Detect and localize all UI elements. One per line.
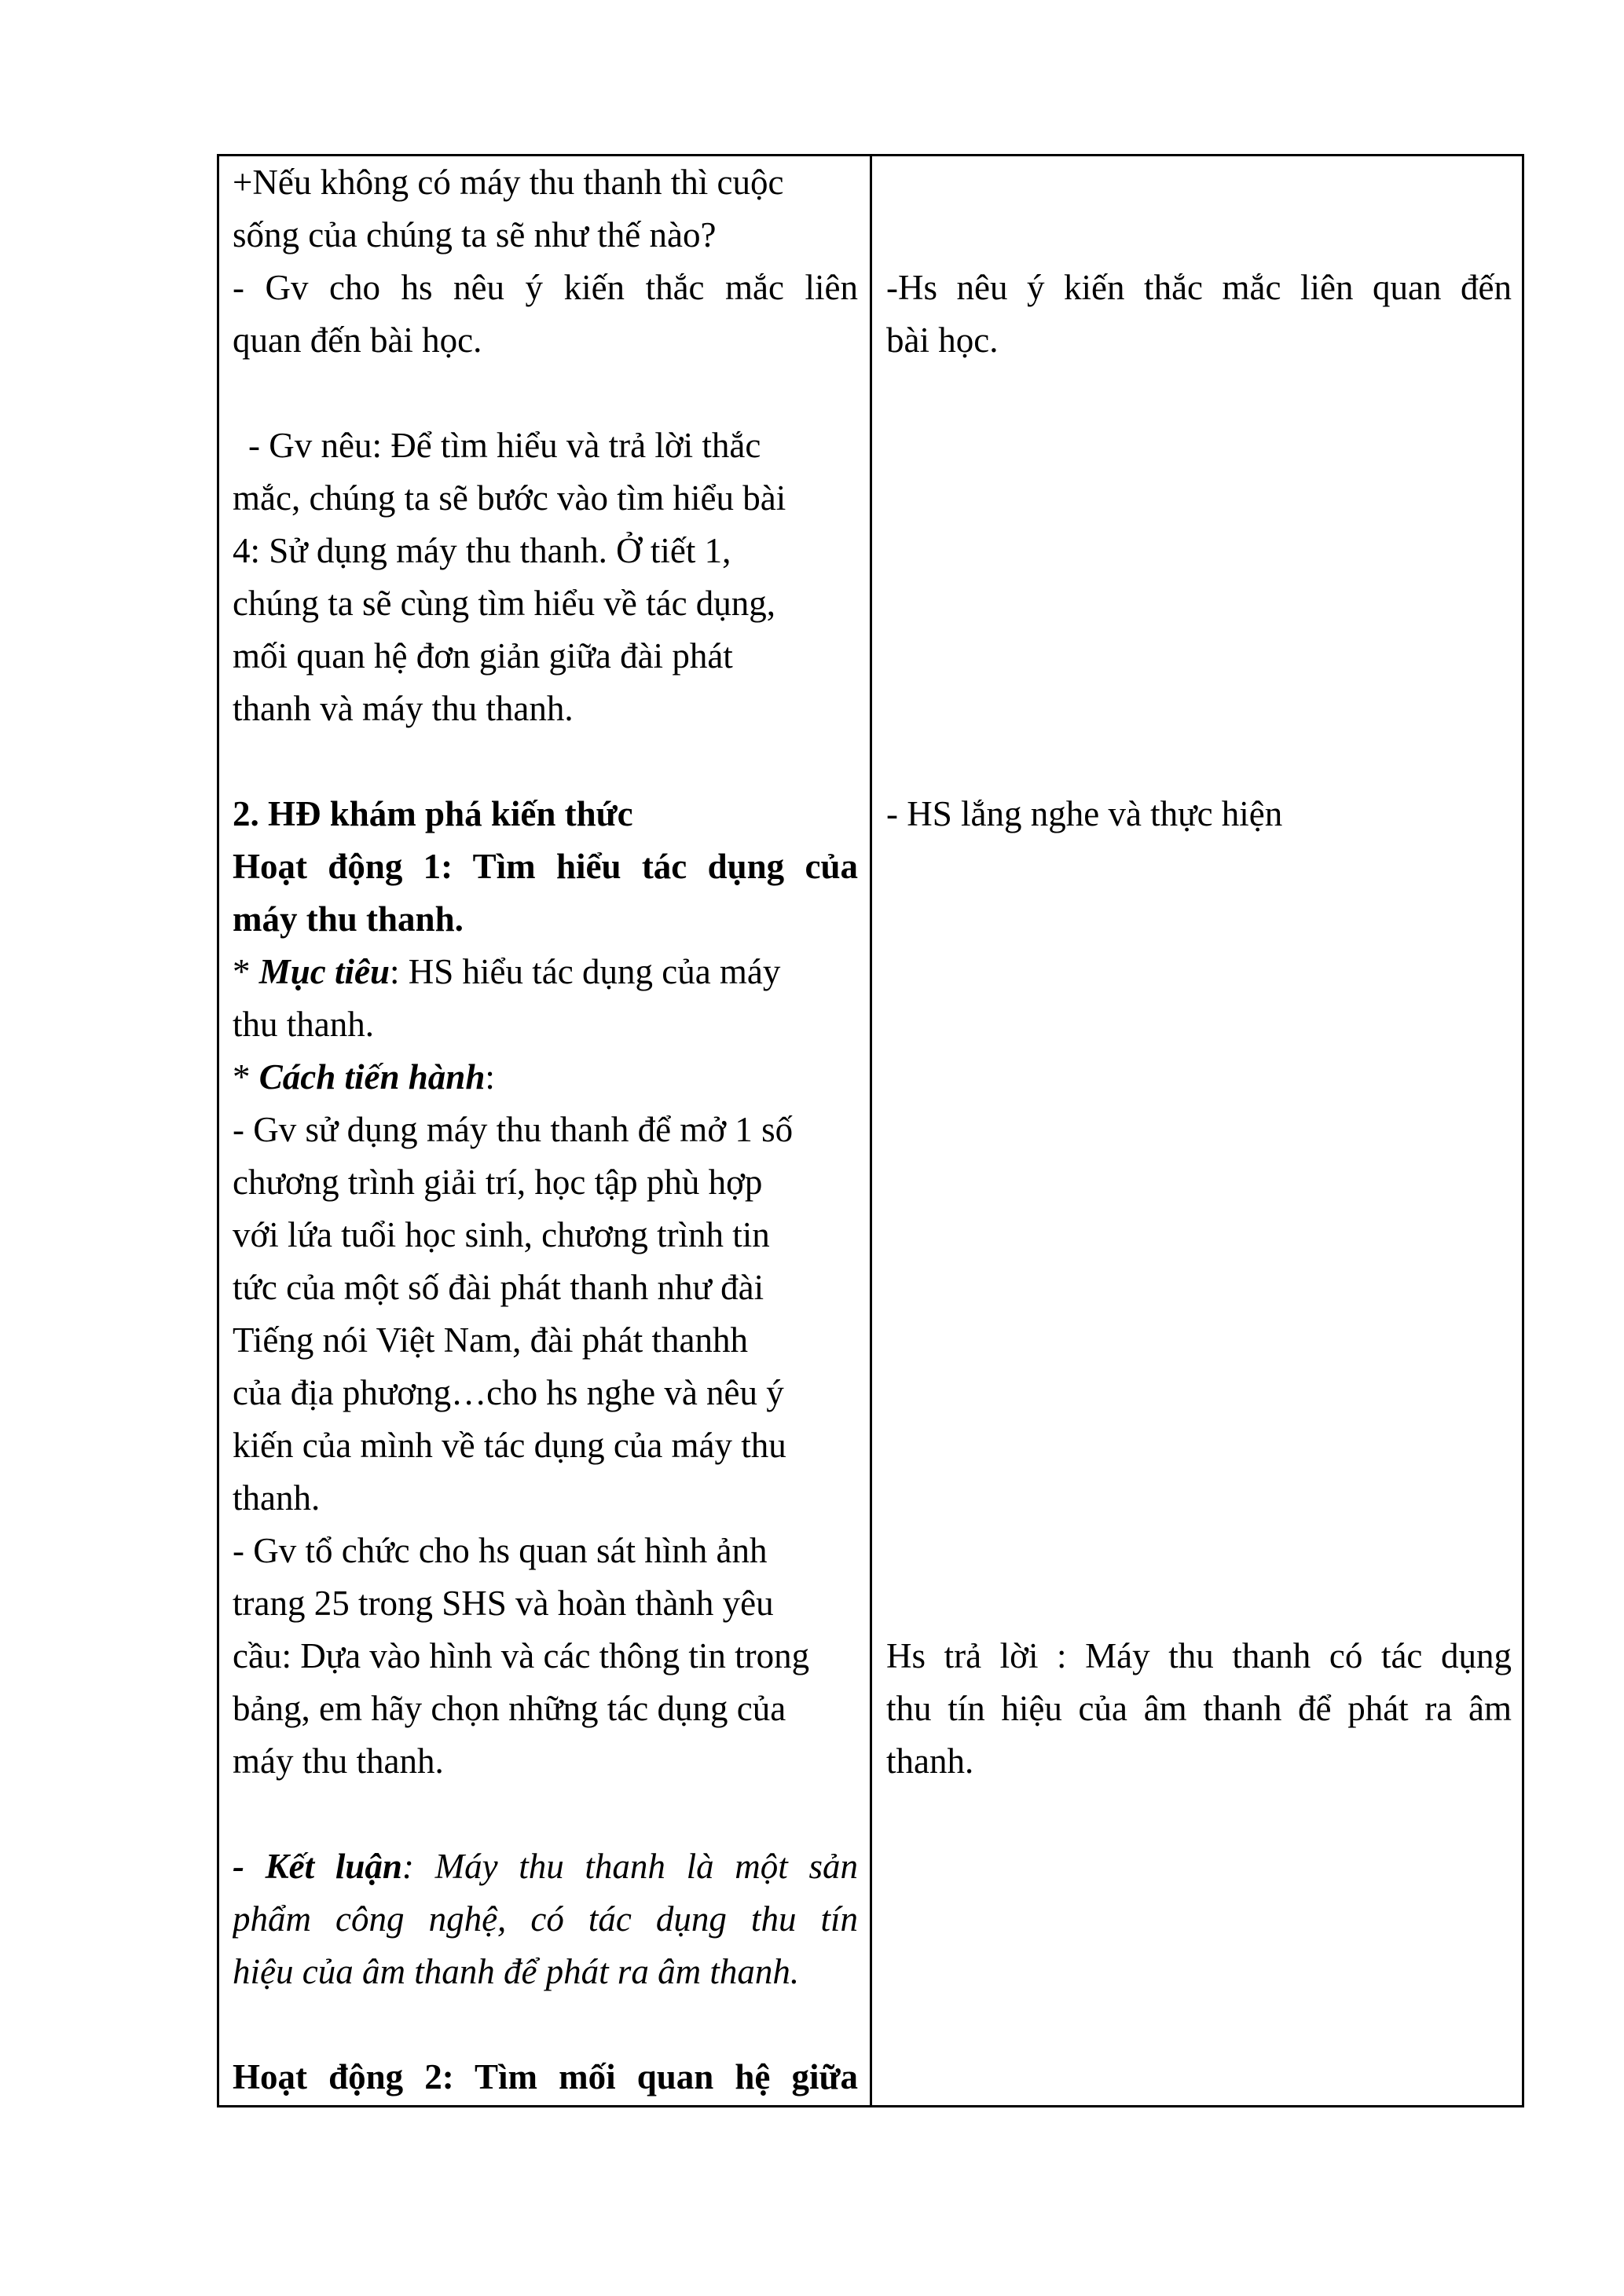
teacher-prompt-line-2: quan đến bài học. [233,320,482,360]
intro-line-2: mắc, chúng ta sẽ bước vào tìm hiểu bài [233,478,786,518]
objective-line-1: * Mục tiêu: HS hiểu tác dụng của máy [233,952,781,991]
demo-line-6: của địa phương…cho hs nghe và nêu ý [233,1373,784,1412]
teacher-prompt-line-1: - Gv cho hs nêu ý kiến thắc mắc liên [233,268,858,307]
question-line-1: +Nếu không có máy thu thanh thì cuộc [233,163,784,202]
student-response-2: - HS lắng nghe và thực hiện [886,794,1283,833]
student-response-3-line-1: Hs trả lời : Máy thu thanh có tác dụng [886,1636,1512,1675]
question-line-2: sống của chúng ta sẽ như thế nào? [233,215,717,255]
procedure-line: * Cách tiến hành: [233,1057,495,1097]
demo-line-7: kiến của mình về tác dụng của máy thu [233,1426,786,1465]
demo-line-2: chương trình giải trí, học tập phù hợp [233,1163,763,1202]
conclusion-line-3: hiệu của âm thanh để phát ra âm thanh. [233,1952,800,1991]
demo-line-3: với lứa tuổi học sinh, chương trình tin [233,1215,770,1254]
observe-line-2: trang 25 trong SHS và hoàn thành yêu [233,1584,774,1623]
observe-line-1: - Gv tổ chức cho hs quan sát hình ảnh [233,1531,768,1570]
student-response-3-line-2: thu tín hiệu của âm thanh để phát ra âm [886,1689,1512,1728]
activity-1-title-line-2: máy thu thanh. [233,899,464,939]
demo-line-5: Tiếng nói Việt Nam, đài phát thanhh [233,1320,748,1360]
intro-line-1: - Gv nêu: Để tìm hiểu và trả lời thắc [248,426,761,465]
demo-line-8: thanh. [233,1478,321,1518]
conclusion-line-1: - Kết luận: Máy thu thanh là một sản [233,1847,858,1886]
intro-line-6: thanh và máy thu thanh. [233,689,574,728]
objective-line-2: thu thanh. [233,1005,374,1044]
observe-line-5: máy thu thanh. [233,1741,444,1781]
teacher-activity-column [233,156,858,2104]
column-divider [870,156,872,2105]
activity-2-title: Hoạt động 2: Tìm mối quan hệ giữa [233,2057,858,2096]
conclusion-line-2: phẩm công nghệ, có tác dụng thu tín [233,1899,858,1939]
activity-1-title-line-1: Hoạt động 1: Tìm hiểu tác dụng của [233,847,858,886]
student-response-1-line-2: bài học. [886,320,999,360]
objective-label: Mục tiêu [258,952,390,991]
intro-line-5: mối quan hệ đơn giản giữa đài phát [233,636,733,676]
demo-line-4: tức của một số đài phát thanh như đài [233,1268,764,1307]
section-heading: 2. HĐ khám phá kiến thức [233,794,633,833]
student-response-1-line-1: -Hs nêu ý kiến thắc mắc liên quan đến [886,268,1512,307]
observe-line-4: bảng, em hãy chọn những tác dụng của [233,1689,786,1728]
intro-line-3: 4: Sử dụng máy thu thanh. Ở tiết 1, [233,531,731,570]
lesson-table [217,154,1524,2107]
student-activity-column [886,156,1512,1788]
procedure-label: Cách tiến hành [258,1057,486,1097]
observe-line-3: cầu: Dựa vào hình và các thông tin trong [233,1636,810,1675]
conclusion-label: - Kết luận [233,1847,402,1886]
student-response-3-line-3: thanh. [886,1741,974,1781]
intro-line-4: chúng ta sẽ cùng tìm hiểu về tác dụng, [233,584,776,623]
demo-line-1: - Gv sử dụng máy thu thanh để mở 1 số [233,1110,794,1149]
